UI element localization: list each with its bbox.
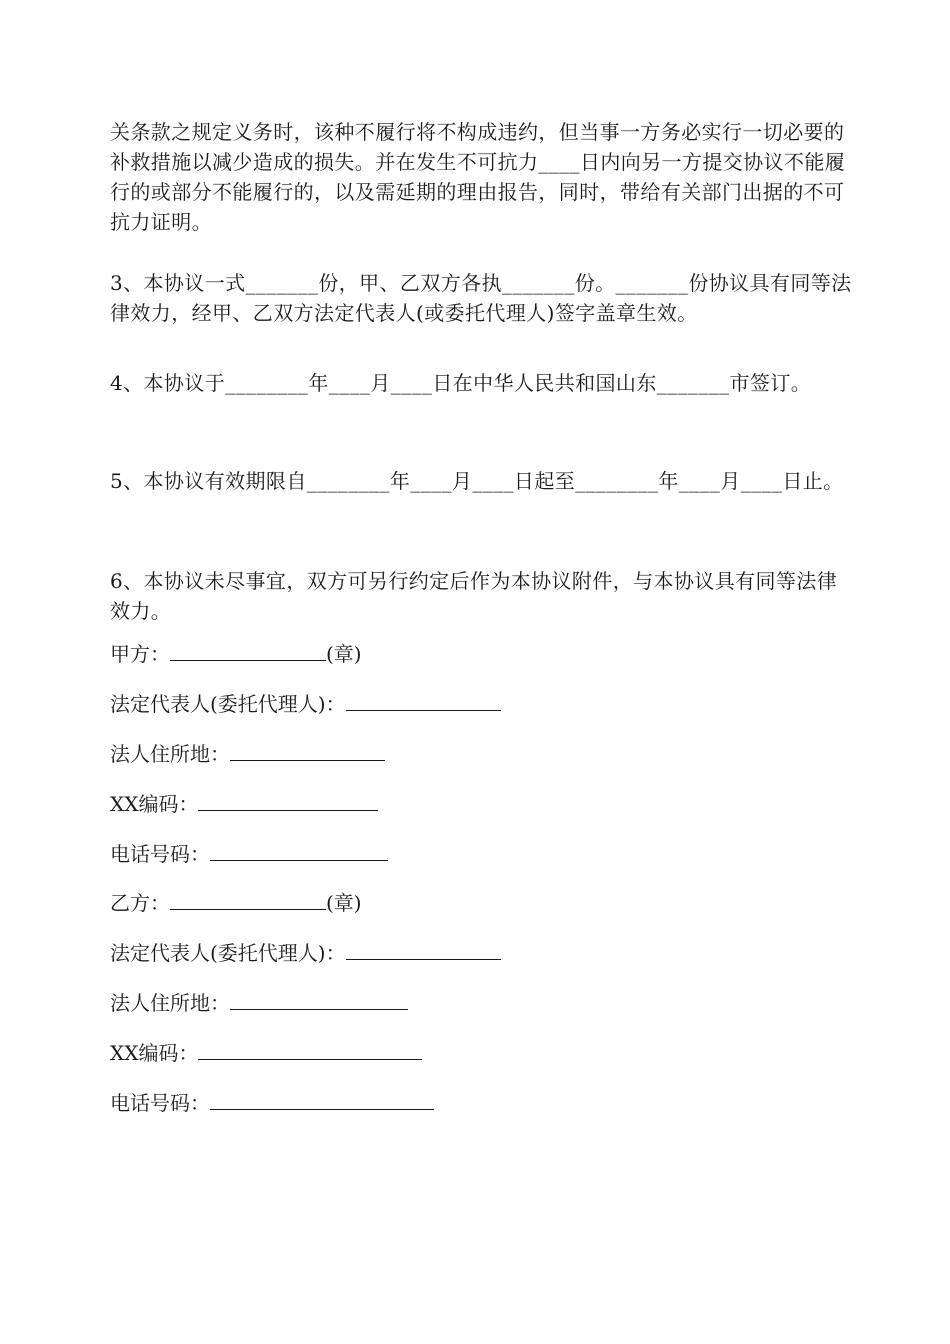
party-a-phone-field [110,840,388,868]
party-b-name-blank [170,889,326,910]
party-a-name-label: 甲方： [110,642,170,666]
paragraph-signing-date: 4、本协议于________年____月____日在中华人民共和国山东_______市签订。 [110,371,812,395]
party-a-seal-label: (章) [326,642,362,666]
party-b-phone-field [110,1089,434,1117]
party-a-rep-field [110,690,501,718]
document-page [110,0,855,1344]
party-b-phone-label: 电话号码： [110,1091,210,1115]
party-a-code-label: XX编码： [110,792,199,816]
party-b-address-blank [230,989,408,1010]
party-b-phone-blank [210,1089,434,1110]
party-b-rep-field [110,939,501,967]
party-a-address-blank [230,740,385,761]
party-b-code-field [110,1039,422,1067]
party-a-rep-blank [346,690,501,711]
paragraph-validity-period: 5、本协议有效期限自________年____月____日起至________年____月____日止。 [110,469,844,493]
party-b-rep-blank [346,939,501,960]
paragraph-supplementary: 6、本协议未尽事宜，双方可另行约定后作为本协议附件，与本协议具有同等法律效力。 [110,569,838,623]
party-a-phone-label: 电话号码： [110,842,210,866]
party-b-code-blank [198,1039,422,1060]
party-a-address-field [110,740,385,768]
paragraph-copies: 3、本协议一式_______份，甲、乙双方各执_______份。_______份协议具有同等法律效力，经甲、乙双方法定代表人(或委托代理人)签字盖章生效。 [110,271,852,325]
party-a-name-blank [170,640,326,661]
party-b-name-label: 乙方： [110,891,170,915]
party-b-address-field [110,989,408,1017]
party-a-code-blank [198,790,378,811]
party-a-phone-blank [210,840,388,861]
party-a-code-field [110,790,378,818]
party-b-rep-label: 法定代表人(委托代理人)： [110,941,346,965]
party-a-address-label: 法人住所地： [110,742,230,766]
party-b-address-label: 法人住所地： [110,991,230,1015]
party-a-name-field [110,640,362,668]
paragraph-force-majeure: 关条款之规定义务时，该种不履行将不构成违约，但当事一方务必实行一切必要的补救措施以减少造成的损失。并在发生不可抗力____日内向另一方提交协议不能履行的或部分不能履行的，以及需延期的理由报告，同时，带给有关部门出据的不可抗力证明。 [110,120,846,234]
party-b-seal-label: (章) [326,891,362,915]
party-b-name-field [110,889,362,917]
party-a-rep-label: 法定代表人(委托代理人)： [110,692,346,716]
party-b-code-label: XX编码： [110,1041,199,1065]
